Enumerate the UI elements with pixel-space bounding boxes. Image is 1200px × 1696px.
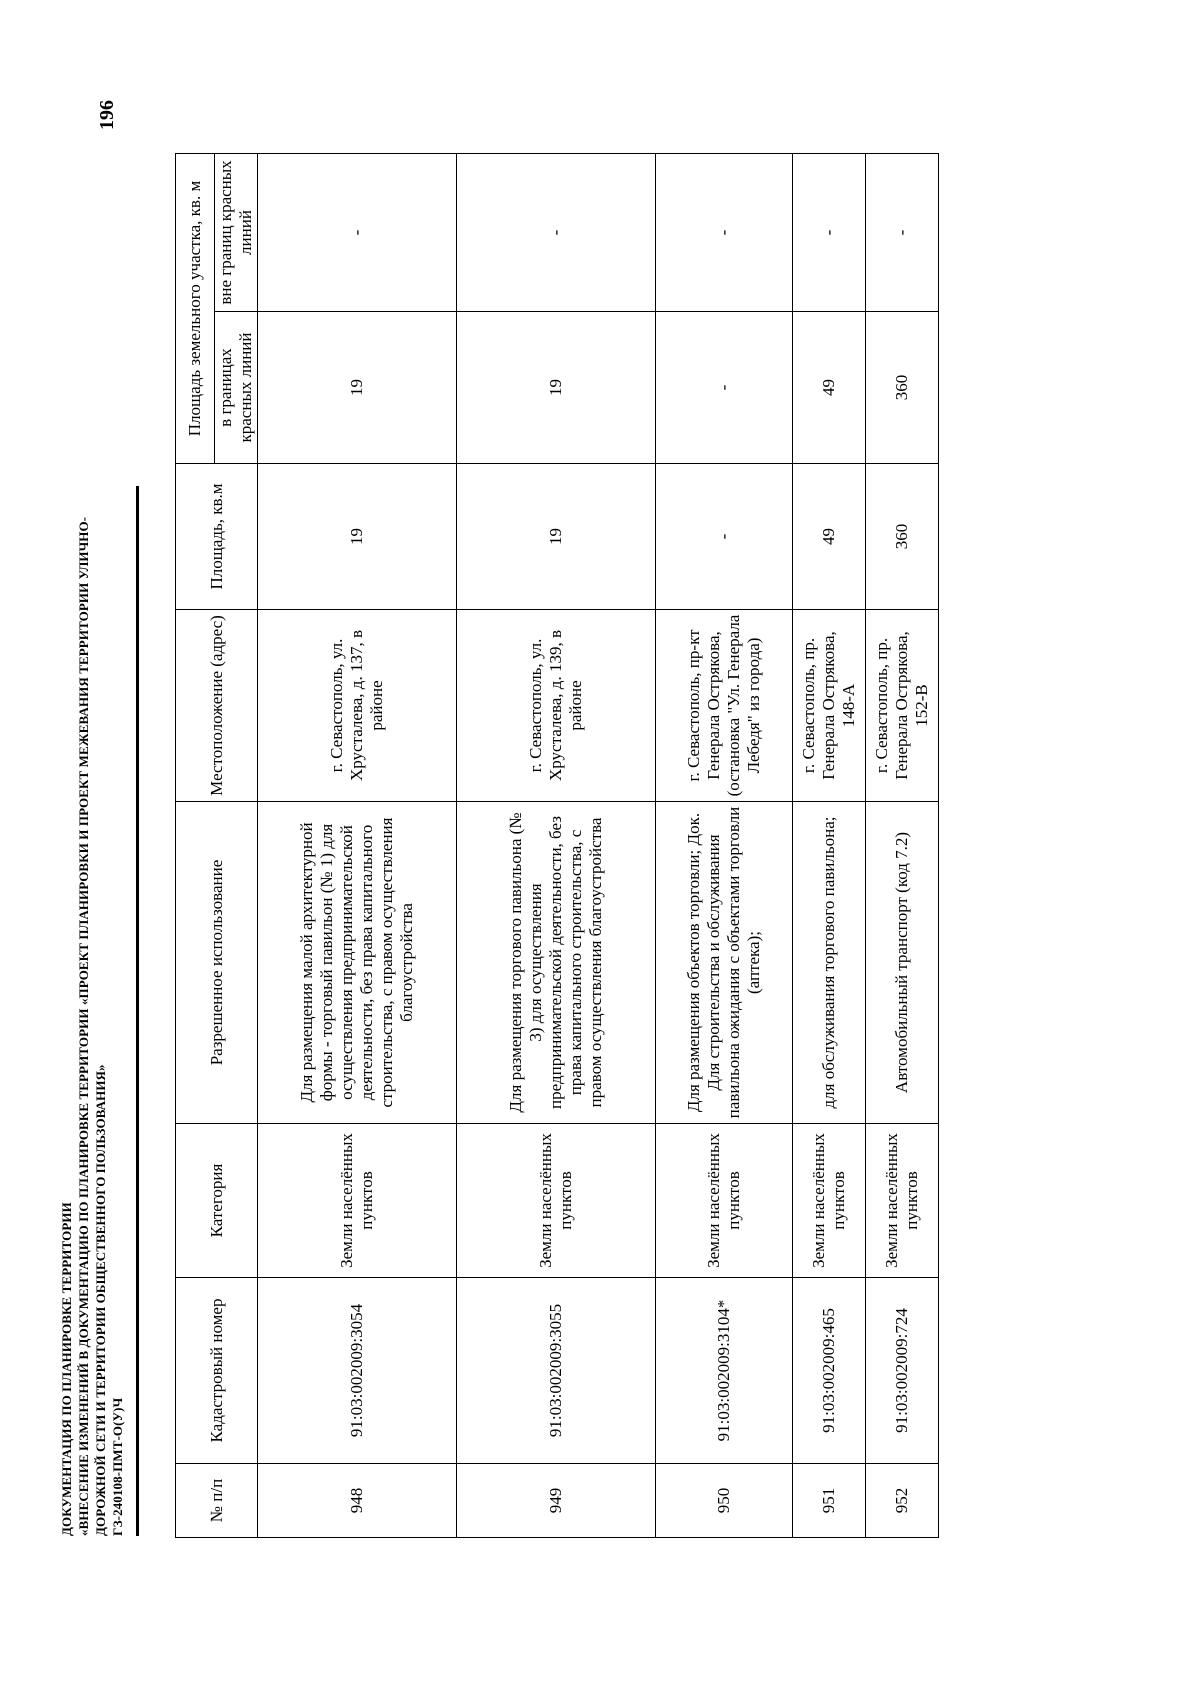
cell-cadastral: 91:03:002009:3055 <box>457 1278 656 1464</box>
header-line: ДОКУМЕНТАЦИЯ ПО ПЛАНИРОВКЕ ТЕРРИТОРИИ <box>59 1202 74 1536</box>
cell-category: Земли населённых пунктов <box>457 1124 656 1278</box>
cell-num: 949 <box>457 1464 656 1538</box>
header-code: ГЗ-240108-ПМТ-О(У)Ч <box>110 1397 125 1536</box>
cell-num: 952 <box>866 1464 939 1538</box>
cell-outside: - <box>457 153 656 311</box>
cell-usage: Для размещения объектов торговли; Док. Для строительства и обслуживания павильона ожидания с объектами торговли (аптека); <box>656 802 793 1124</box>
table-row <box>793 153 866 1537</box>
cell-outside: - <box>793 153 866 311</box>
table-row <box>258 153 457 1537</box>
cell-area: - <box>656 464 793 610</box>
cell-num: 948 <box>258 1464 457 1538</box>
column-header-outside: вне границ красных линий <box>215 153 258 311</box>
cell-location: г. Севастополь, ул. Хрусталева, д. 137, в районе <box>258 610 457 802</box>
cell-usage: Для размещения торгового павильона (№ 3) для осуществления предпринимательской деятельности, без права капитального строительства, с правом осуществления благоустройства <box>457 802 656 1124</box>
column-header-category: Категория <box>176 1124 258 1278</box>
cell-usage: для обслуживания торгового павильона; <box>793 802 866 1124</box>
cell-inside: - <box>656 312 793 464</box>
cell-category: Земли населённых пунктов <box>866 1124 939 1278</box>
cell-outside: - <box>258 153 457 311</box>
cell-area: 49 <box>793 464 866 610</box>
cell-area: 19 <box>457 464 656 610</box>
table-row <box>656 153 793 1537</box>
cell-inside: 360 <box>866 312 939 464</box>
table-row <box>457 153 656 1537</box>
cell-location: г. Севастополь, пр. Генерала Острякова, 152-В <box>866 610 939 802</box>
cell-category: Земли населённых пунктов <box>258 1124 457 1278</box>
cell-location: г. Севастополь, пр-кт Генерала Острякова, (остановка "Ул. Генерала Лебедя" из города) <box>656 610 793 802</box>
cell-outside: - <box>656 153 793 311</box>
cell-cadastral: 91:03:002009:465 <box>793 1278 866 1464</box>
header-line: ДОРОЖНОЙ СЕТИ И ТЕРРИТОРИИ ОБЩЕСТВЕННОГО ПОЛЬЗОВАНИЯ» <box>93 1064 108 1536</box>
cell-area: 19 <box>258 464 457 610</box>
cell-inside: 19 <box>258 312 457 464</box>
cell-num: 950 <box>656 1464 793 1538</box>
column-header-area: Площадь, кв.м <box>176 464 258 610</box>
cell-location: г. Севастополь, пр. Генерала Острякова, 148-А <box>793 610 866 802</box>
column-header-location: Местоположение (адрес) <box>176 610 258 802</box>
column-header-usage: Разрешенное использование <box>176 802 258 1124</box>
land-plot-table <box>175 153 939 1538</box>
cell-cadastral: 91:03:002009:3104* <box>656 1278 793 1464</box>
table-row <box>866 153 939 1537</box>
header-line: «ВНЕСЕНИЕ ИЗМЕНЕНИЙ В ДОКУМЕНТАЦИЮ ПО ПЛАНИРОВКЕ ТЕРРИТОРИИ «ПРОЕКТ ПЛАНИРОВКИ И ПРОЕКТ МЕЖЕВАНИЯ ТЕРРИТОРИИ УЛИЧНО- <box>76 516 91 1536</box>
column-header-num: № п/п <box>176 1464 258 1538</box>
cell-inside: 19 <box>457 312 656 464</box>
page-number: 196 <box>96 100 118 130</box>
cell-category: Земли населённых пунктов <box>793 1124 866 1278</box>
cell-category: Земли населённых пунктов <box>656 1124 793 1278</box>
column-header-inside: в границах красных линий <box>215 312 258 464</box>
cell-cadastral: 91:03:002009:724 <box>866 1278 939 1464</box>
document-header <box>58 276 126 1536</box>
cell-area: 360 <box>866 464 939 610</box>
cell-location: г. Севастополь, ул. Хрусталева, д. 139, в районе <box>457 610 656 802</box>
header-divider <box>136 486 139 1536</box>
cell-usage: Для размещения малой архитектурной формы - торговый павильон (№ 1) для осуществления предпринимательской деятельности, без права капитального строительства, с правом осуществления благоустройства <box>258 802 457 1124</box>
cell-inside: 49 <box>793 312 866 464</box>
cell-cadastral: 91:03:002009:3054 <box>258 1278 457 1464</box>
cell-num: 951 <box>793 1464 866 1538</box>
column-header-cadastral: Кадастровый номер <box>176 1278 258 1464</box>
cell-usage: Автомобильный транспорт (код 7.2) <box>866 802 939 1124</box>
column-header-plot-area: Площадь земельного участка, кв. м <box>176 153 215 463</box>
cell-outside: - <box>866 153 939 311</box>
